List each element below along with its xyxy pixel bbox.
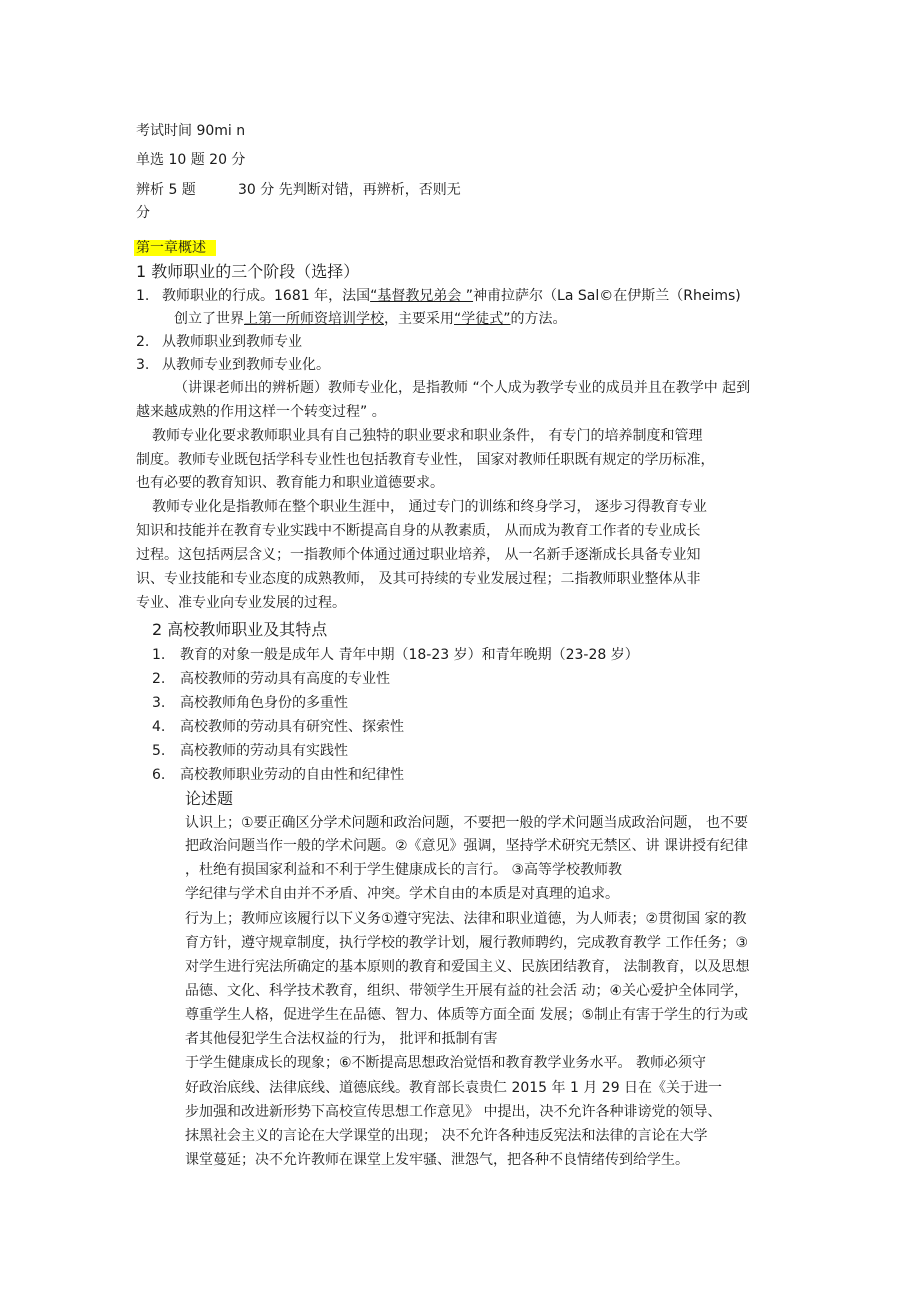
section-2-title: 2 高校教师职业及其特点 (152, 620, 328, 639)
chapter-title-text: 第一章概述 (134, 240, 216, 256)
essay-title: 论述题 (185, 789, 234, 808)
list-text: 教师职业的行成。1681 年，法国 (162, 288, 371, 304)
section-1-title: 1 教师职业的三个阶段（选择） (136, 262, 360, 281)
list-item (152, 645, 639, 665)
list-number: 1. (152, 647, 166, 663)
list-text: 高校教师角色身份的多重性 (180, 695, 348, 711)
list-item (136, 286, 741, 306)
paragraph-line: 也有必要的教育知识、教育能力和职业道德要求。 (136, 475, 444, 491)
essay-line: 课堂蔓延；决不允许教师在课堂上发牢骚、泄怨气，把各种不良情绪传到给学生。 (185, 1152, 689, 1168)
underlined-term: “基督教兄弟会 ” (370, 288, 474, 304)
essay-line: 行为上；教师应该履行以下义务①遵守宪法、法律和职业道德，为人师表；②贯彻国 家的教 (185, 911, 747, 927)
list-number: 1. (136, 288, 150, 304)
list-number: 2. (152, 671, 166, 687)
list-text: 高校教师职业劳动的自由性和纪律性 (180, 767, 404, 783)
paragraph-line: 专业、准专业向专业发展的过程。 (136, 595, 346, 611)
list-item (136, 355, 330, 375)
paragraph-line: 过程。这包括两层含义；一指教师个体通过通过职业培养， 从一名新手逐渐成长具备专业知 (136, 547, 701, 563)
list-number: 6. (152, 767, 166, 783)
analysis-info-tail: 分 (136, 205, 150, 221)
analysis-info-label: 辨析 5 题 (136, 182, 196, 198)
list-text: 的方法。 (510, 311, 567, 327)
list-text: 高校教师的劳动具有实践性 (180, 743, 348, 759)
underlined-term: 上第一所师资培训学校 (244, 311, 384, 327)
paragraph-line: （讲课老师出的辨析题）教师专业化，是指教师 “个人成为教学专业的成员并且在教学中 起到 (174, 380, 751, 396)
essay-line: 好政治底线、法律底线、道德底线。教育部长袁贵仁 2015 年 1 月 29 日在《关于进一 (185, 1080, 723, 1096)
list-number: 5. (152, 743, 166, 759)
list-item (152, 717, 404, 737)
list-text: 从教师专业到教师专业化。 (162, 357, 330, 373)
essay-line: 育方针，遵守规章制度，执行学校的教学计划，履行教师聘约，完成教育教学 工作任务；③ (185, 935, 748, 951)
exam-time: 考试时间 90mi n (136, 123, 246, 139)
essay-line: 学纪律与学术自由并不矛盾、冲突。学术自由的本质是对真理的追求。 (185, 886, 619, 902)
essay-line: 于学生健康成长的现象；⑥不断提高思想政治觉悟和教育教学业务水平。 教师必须守 (185, 1055, 706, 1071)
essay-line: 者其他侵犯学生合法权益的行为， 批评和抵制有害 (185, 1031, 498, 1047)
list-number: 2. (136, 334, 150, 350)
list-text: ，主要采用 (384, 311, 454, 327)
list-item (152, 693, 348, 713)
essay-line: ，杜绝有损国家利益和不利于学生健康成长的言行。 ③高等学校教师教 (185, 862, 622, 878)
list-text: 教育的对象一般是成年人 青年中期（18-23 岁）和青年晚期（23-28 岁） (180, 647, 639, 663)
paragraph-line: 制度。教师专业既包括学科专业性也包括教育专业性， 国家对教师任职既有规定的学历标准， (136, 452, 715, 468)
paragraph-line: 教师专业化要求教师职业具有自己独特的职业要求和职业条件， 有专门的培养制度和管理 (152, 428, 703, 444)
list-item (136, 332, 302, 352)
list-number: 4. (152, 719, 166, 735)
list-text: 高校教师的劳动具有高度的专业性 (180, 671, 390, 687)
analysis-info-detail: 30 分 先判断对错，再辨析，否则无 (238, 182, 461, 198)
list-text: 从教师职业到教师专业 (162, 334, 302, 350)
list-number: 3. (136, 357, 150, 373)
single-choice-info: 单选 10 题 20 分 (136, 152, 246, 168)
list-text: 神甫拉萨尔（La Sal©在伊斯兰（Rheims) (473, 288, 741, 304)
essay-line: 品德、文化、科学技术教育，组织、带领学生开展有益的社会活 动；④关心爱护全体同学， (185, 983, 748, 999)
paragraph-line: 知识和技能并在教育专业实践中不断提高自身的从教素质， 从而成为教育工作者的专业成长 (136, 523, 701, 539)
list-text: 高校教师的劳动具有研究性、探索性 (180, 719, 404, 735)
paragraph-line: 教师专业化是指教师在整个职业生涯中， 通过专门的训练和终身学习， 逐步习得教育专业 (152, 499, 707, 515)
paragraph-line: 越来越成熟的作用这样一个转变过程” 。 (136, 404, 386, 420)
essay-line: 抹黑社会主义的言论在大学课堂的出现； 决不允许各种违反宪法和法律的言论在大学 (185, 1128, 708, 1144)
list-item-continuation (174, 309, 567, 329)
chapter-title (134, 238, 216, 258)
list-number: 3. (152, 695, 166, 711)
essay-line: 步加强和改进新形势下高校宣传思想工作意见》 中提出，决不允许各种诽谤党的领导、 (185, 1104, 722, 1120)
essay-line: 把政治问题当作一般的学术问题。②《意见》强调，坚持学术研究无禁区、讲 课讲授有纪律 (185, 838, 748, 854)
essay-line: 对学生进行宪法所确定的基本原则的教育和爱国主义、民族团结教育， 法制教育，以及思想 (185, 959, 750, 975)
essay-line: 认识上；①要正确区分学术问题和政治问题，不要把一般的学术问题当成政治问题， 也不要 (185, 815, 748, 831)
paragraph-line: 识、专业技能和专业态度的成熟教师， 及其可持续的专业发展过程；二指教师职业整体从非 (136, 571, 701, 587)
list-item (152, 669, 390, 689)
list-item (152, 741, 348, 761)
list-text: 创立了世界 (174, 311, 244, 327)
underlined-term: “学徒式” (454, 311, 511, 327)
list-item (152, 765, 404, 785)
essay-line: 尊重学生人格，促进学生在品德、智力、体质等方面全面 发展；⑤制止有害于学生的行为或 (185, 1007, 748, 1023)
